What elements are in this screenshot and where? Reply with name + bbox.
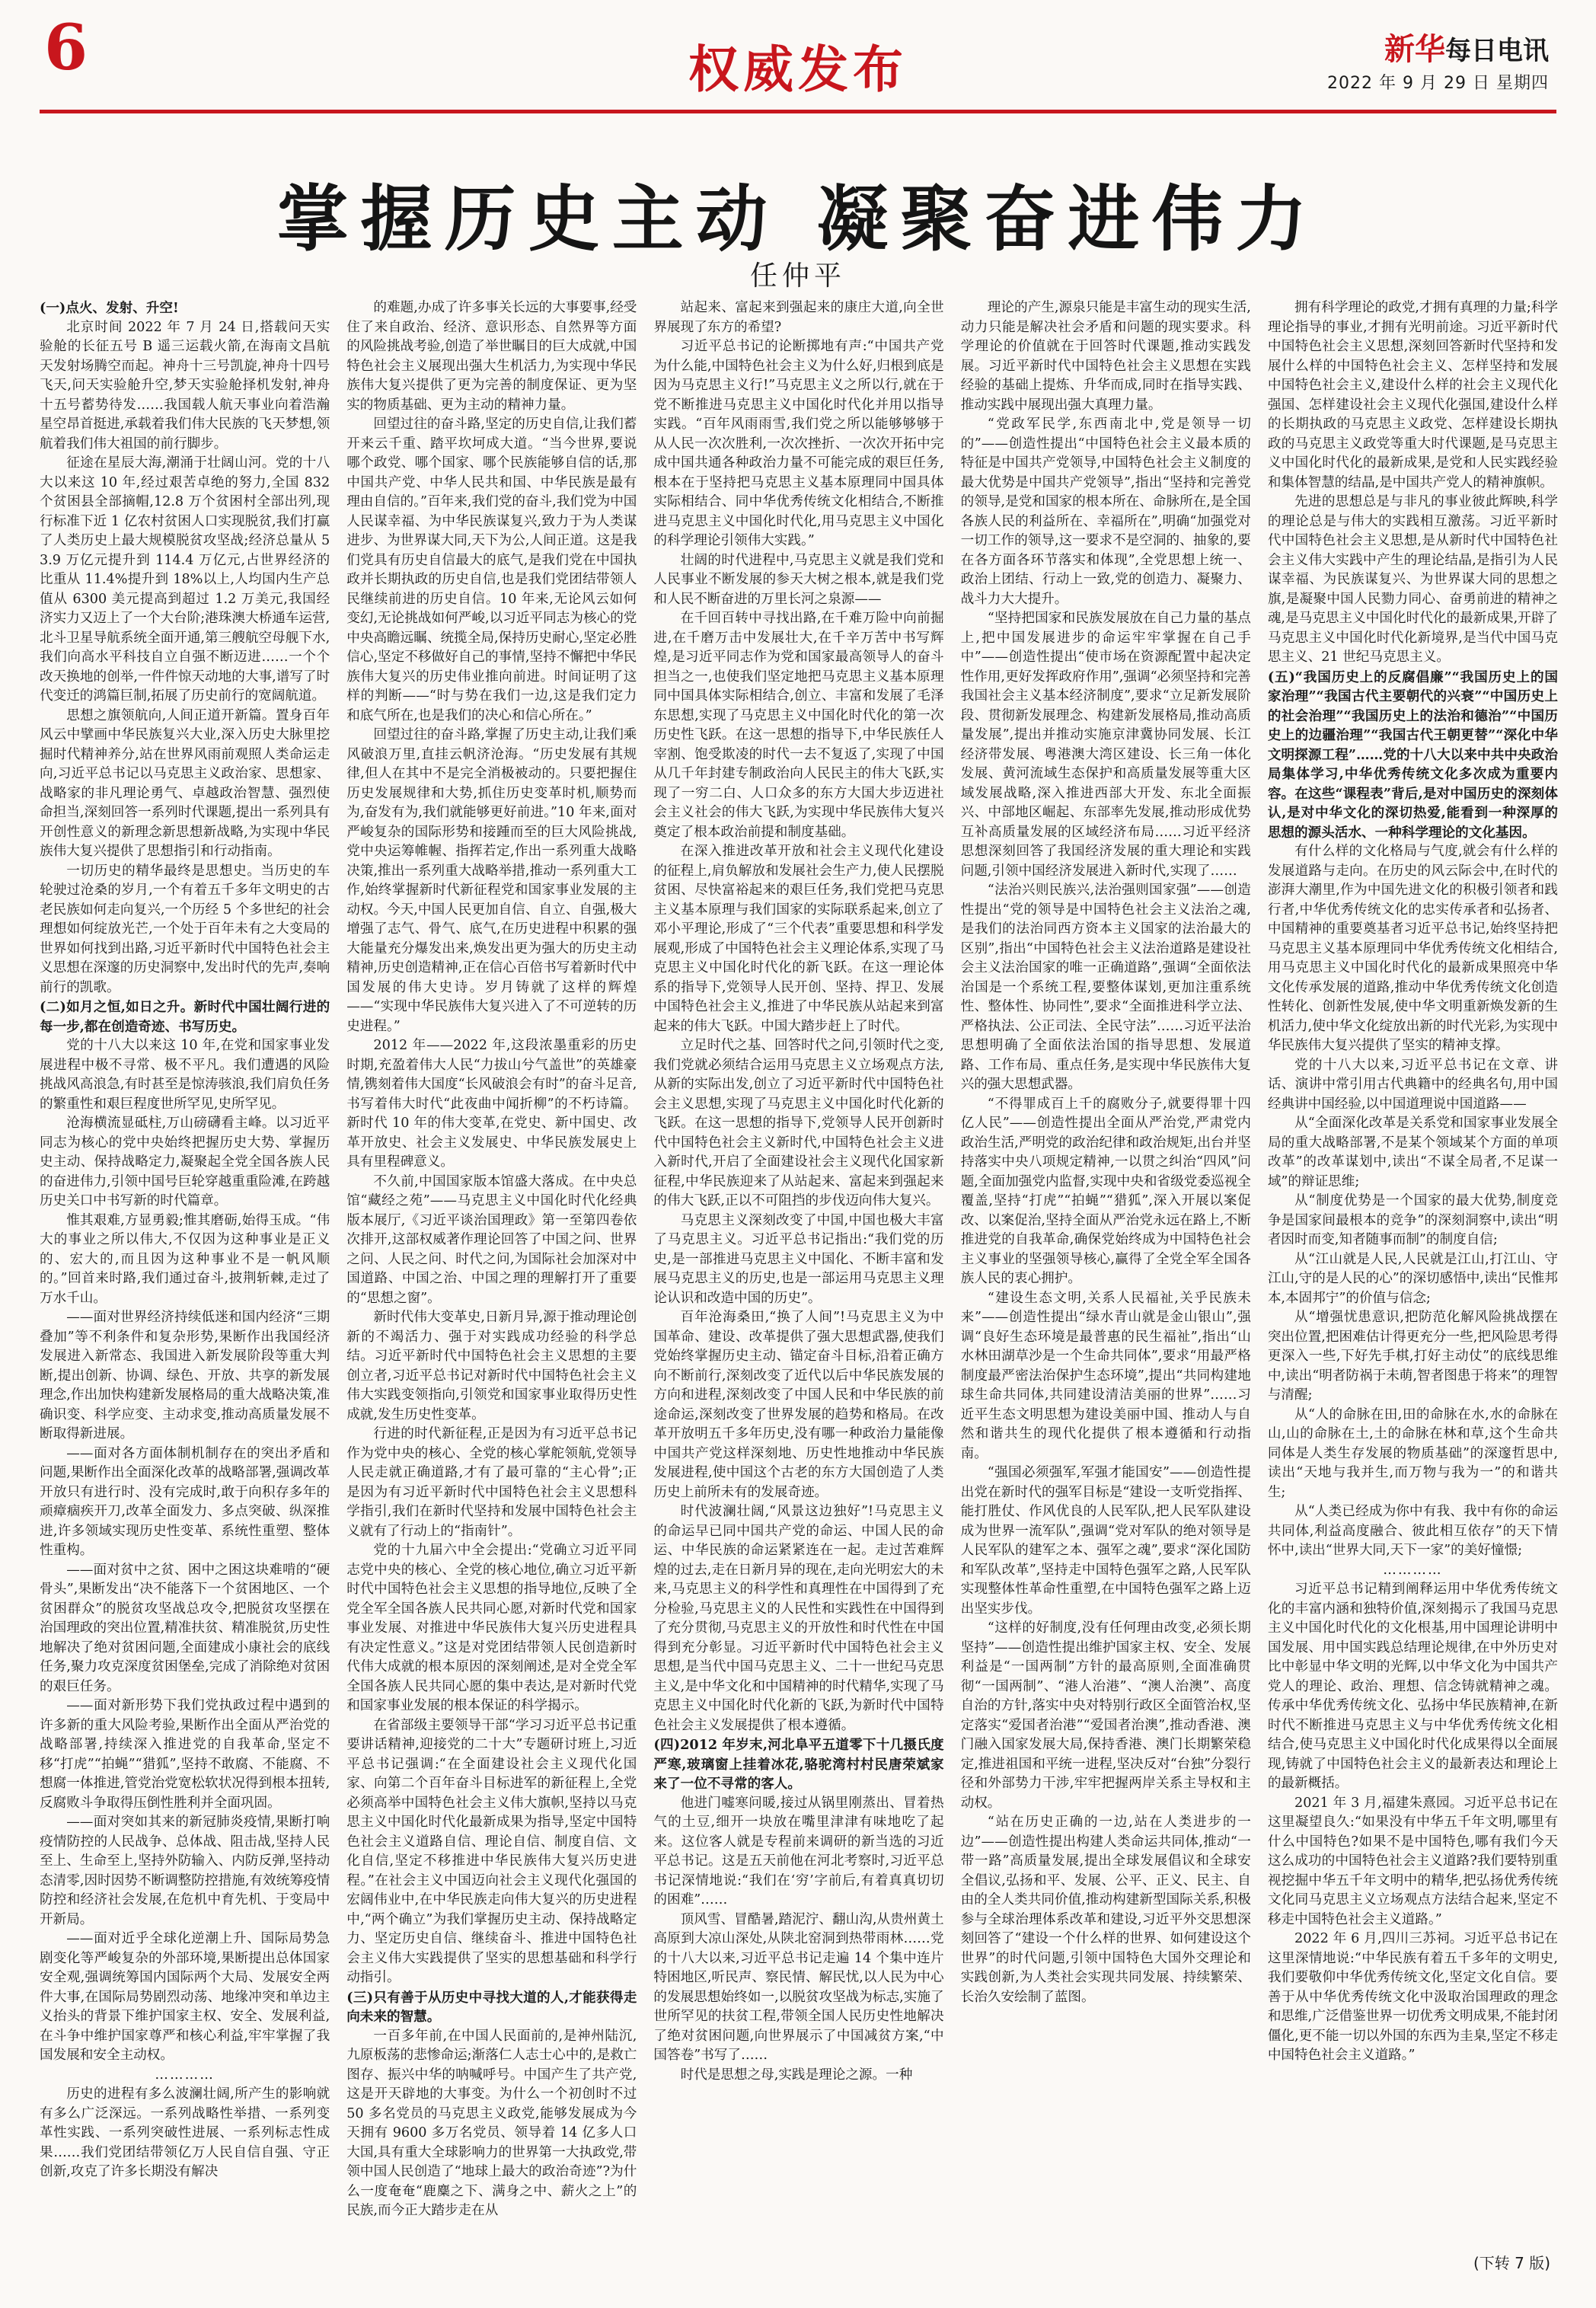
paragraph: 百年沧海桑田,“换了人间”!马克思主义为中国革命、建设、改革提供了强大思想武器,使我们党始终掌握历史主动、锚定奋斗目标,沿着正确方向不断前行,深刻改变了近代以后中华民族发展的方向和进程,深刻改变了中国人民和中华民族的前途命运,深刻改变了世界发展的趋势和格局。在改革开放明五千多年历史,没有哪一种政治力量能像中国共产党这样深刻地、历史性地推动中华民族发展进程,使中国这个古老的东方大国创造了人类历史上前所未有的发展奇迹。 <box>653 1310 944 1500</box>
article-byline: 任仲平 <box>749 260 846 292</box>
paragraph: 先进的思想总是与非凡的事业彼此辉映,科学的理论总是与伟大的实践相互激荡。习近平新时代中国特色社会主义思想,是从新时代中国特色社会主义伟大实践中产生的理论结晶,是指引为人民谋幸福、为民族谋复兴、为世界谋大同的思想之旗,是凝聚中国人民勠力同心、奋勇前进的精神之魂,是马克思主义中国化时代化的最新成果,开辟了马克思主义中国化时代化新境界,是当代中国马克思主义、21 世纪马克思主义。 <box>1267 494 1559 665</box>
paragraph: (二)如月之恒,如日之升。新时代中国壮阔行进的每一步,都在创造奇迹、书写历史。 <box>40 999 330 1035</box>
article-column-1 <box>40 298 330 2244</box>
paragraph: 顶风雪、冒酷暑,踏泥泞、翻山沟,从贵州黄土高原到大凉山深处,从陕北窑洞到热带雨林……党的十八大以来,习近平总书记走遍 14 个集中连片特困地区,听民声、察民情、解民忧,以人民为中心的发展思想始终如一,以脱贫攻坚战为标志,实施了世所罕见的扶贫工程,带领全国人民历史性地解决了绝对贫困问题,向世界展示了中国减贫方案,“中国答卷”书写了…… <box>653 1911 944 2063</box>
header-rule <box>40 110 1556 113</box>
continued-note: (下转 7 版) <box>1473 2254 1550 2272</box>
brand-name: 新华 <box>1384 32 1445 67</box>
paragraph: (三)只有善于从历史中寻找大道的人,才能获得走向未来的智慧。 <box>346 1989 637 2025</box>
issue-date: 2022 年 9 月 29 日 星期四 <box>1327 74 1549 93</box>
paragraph: “法治兴则民族兴,法治强则国家强”——创造性提出“党的领导是中国特色社会主义法治之魂,是我们的法治同西方资本主义国家的法治最大的区别”,指出“中国特色社会主义法治道路是建设社会主义法治国家的唯一正确道路”,强调“全面依法治国是一个系统工程,要整体谋划,更加注重系统性、整体性、协同性”,要求“全面推进科学立法、严格执法、公正司法、全民守法”……习近平法治思想明确了全面依法治国的指导思想、发展道路、工作布局、重点任务,是实现中华民族伟大复兴的强大思想武器。 <box>960 883 1251 1092</box>
paragraph: 立足时代之基、回答时代之问,引领时代之变,我们党就必须结合运用马克思主义立场观点方法,从新的实际出发,创立了习近平新时代中国特色社会主义思想,实现了马克思主义中国化时代化新的飞跃。在这一思想的指导下,党领导人民开创新时代中国特色社会主义新时代,中国特色社会主义进入新时代,开启了全面建设社会主义现代化国家新征程,中华民族迎来了从站起来、富起来到强起来的伟大飞跃,正以不可阻挡的步伐迈向伟大复兴。 <box>653 1038 944 1208</box>
brand-suffix: 每日电讯 <box>1445 36 1549 66</box>
paragraph: 新时代伟大变革史,日新月异,源于推动理论创新的不竭活力、强于对实践成功经验的科学总结。习近平新时代中国特色社会主义思想的主要创立者,习近平总书记对新时代中国特色社会主义伟大实践变领指向,引领党和国家事业取得历史性成就,发生历史性变革。 <box>346 1310 637 1422</box>
paragraph: ………… <box>1383 1562 1443 1578</box>
paragraph: “建设生态文明,关系人民福祉,关乎民族未来”——创造性提出“绿水青山就是金山银山”,强调“良好生态环境是最普惠的民生福祉”,指出“山水林田湖草沙是一个生命共同体”,要求“用最严格制度最严密法治保护生态环境”,提出“共同构建地球生命共同体,共同建设清洁美丽的世界”……习近平生态文明思想为建设美丽中国、推动人与自然和谐共生的现代化提供了根本遵循和行动指南。 <box>960 1290 1251 1461</box>
paragraph: 北京时间 2022 年 7 月 24 日,搭载问天实验舱的长征五号 B 遥三运载火箭,在海南文昌航天发射场腾空而起。神舟十三号凯旋,神舟十四号飞天,问天实验舱升空,梦天实验舱择机发射,神舟十五号蓄势待发……我国载人航天事业向着浩瀚星空昂首挺进,承载着我们伟大民族的飞天梦想,领航着我们伟大祖国的前行脚步。 <box>40 319 330 452</box>
paragraph: (四)2012 年岁末,河北阜平五道零下十几摄氏度严寒,玻璃窗上挂着冰花,骆驼湾村村民唐荣斌家来了一位不寻常的客人。 <box>653 1737 944 1792</box>
paragraph: (五)“我国历史上的反腐倡廉”“我国历史上的国家治理”“我国古代主要朝代的兴衰”“中国历史上的社会治理”“我国历史上的法治和德治”“中国历史上的边疆治理”“我国古代王朝更替”“深化中华文明探源工程”……党的十八大以来中共中央政治局集体学习,中华优秀传统文化多次成为重要内容。在这些“课程表”背后,是对中国历史的深刻体认,是对中华文化的深切热爱,能看到一种深厚的思想的源头活水、一种科学理论的文化基因。 <box>1267 669 1559 841</box>
paragraph: 党的十九届六中全会提出:“党确立习近平同志党中央的核心、全党的核心地位,确立习近平新时代中国特色社会主义思想的指导地位,反映了全党全军全国各族人民共同心愿,对新时代党和国家事业发展、对推进中华民族伟大复兴历史进程具有决定性意义。”这是对党团结带领人民创造新时代伟大成就的根本原因的深刻阐述,是对全党全军全国各族人民共同心愿的集中表达,是对新时代党和国家事业发展的根本保证的科学揭示。 <box>346 1543 637 1713</box>
paragraph: 马克思主义深刻改变了中国,中国也极大丰富了马克思主义。习近平总书记指出:“我们党的历史,是一部推进马克思主义中国化、不断丰富和发展马克思主义的历史,也是一部运用马克思主义理论认识和改造中国的历史”。 <box>653 1212 944 1306</box>
paragraph: 在省部级主要领导干部“学习习近平总书记重要讲话精神,迎接党的二十大”专题研讨班上,习近平总书记强调:“在全面建设社会主义现代化国家、向第二个百年奋斗目标进军的新征程上,全党必须高举中国特色社会主义伟大旗帜,坚持以马克思主义中国化时代化最新成果为指导,坚定中国特色社会主义道路自信、理论自信、制度自信、文化自信,坚定不移推进中华民族伟大复兴历史进程。”在社会主义中国迈向社会主义现代化强国的宏阔伟业中,在中华民族走向伟大复兴的历史进程中,“两个确立”为我们掌握历史主动、保持战略定力、坚定历史自信、继续奋斗、推进中国特色社会主义伟大实践提供了坚实的思想基础和科学行动指引。 <box>346 1717 637 1985</box>
paragraph: 征途在星辰大海,潮涌于壮阔山河。党的十八大以来这 10 年,经过艰苦卓绝的努力,全国 832 个贫困县全部摘帽,12.8 万个贫困村全部出列,现行标准下近 1 亿农村贫困人口实现脱贫,我们打赢了人类历史上最大规模脱贫攻坚战;经济总量从 53.9 万亿元提升到 114.4 万亿元,占世界经济的比重从 11.4%提升到 18%以上,人均国内生产总值从 6300 美元提高到超过 1.2 万美元,我国经济实力又迈上了一个大台阶;港珠澳大桥通车运营,北斗卫星导航系统全面开通,第三艘航空母舰下水,我们向高水平科技自立自强不断迈进……一个个改天换地的创举,一件件惊天动地的大事,谱写了时代变迁的鸿篇巨制,拓展了历史前行的宽阔航道。 <box>40 455 330 704</box>
paragraph: “不得罪成百上千的腐败分子,就要得罪十四亿人民”——创造性提出全面从严治党,严肃党内政治生活,严明党的政治纪律和政治规矩,出台并坚持落实中央八项规定精神,一以贯之纠治“四风”问题,全面加强党内监督,实现中央和省级党委巡视全覆盖,坚持“打虎”“拍蝇”“猎狐”,深入开展以案促改、以案促治,坚持全面从严治党永远在路上,不断推进党的自我革命,确保党始终成为中国特色社会主义事业的坚强领导核心,赢得了全党全军全国各族人民的衷心拥护。 <box>960 1096 1251 1286</box>
paragraph: 不久前,中国国家版本馆盛大落成。在中央总馆“藏经之苑”——马克思主义中国化时代化经典版本展厅,《习近平谈治国理政》第一至第四卷依次排开,这部权威著作理论回答了中国之问、世界之问、人民之问、时代之问,为国际社会加深对中国道路、中国之治、中国之理的理解打开了重要的“思想之窗”。 <box>346 1173 637 1306</box>
paragraph: “坚持把国家和民族发展放在自己力量的基点上,把中国发展进步的命运牢牢掌握在自己手中”——创造性提出“使市场在资源配置中起决定性作用,更好发挥政府作用”,强调“必须坚持和完善我国社会主义基本经济制度”,要求“立足新发展阶段、贯彻新发展理念、构建新发展格局,推动高质量发展”,提出并推动实施京津冀协同发展、长江经济带发展、粤港澳大湾区建设、长三角一体化发展、黄河流域生态保护和高质量发展等重大区域发展战略,深入推进西部大开发、东北全面振兴、中部地区崛起、东部率先发展,推动形成优势互补高质量发展的区域经济布局……习近平经济思想深刻回答了我国经济发展的重大理论和实践问题,引领中国经济发展进入新时代,实现了…… <box>960 611 1251 879</box>
paragraph: 一切历史的精华最终是思想史。当历史的车轮驶过沧桑的岁月,一个有着五千多年文明史的古老民族如何走向复兴,一个历经 5 个多世纪的社会理想如何绽放光芒,一个处于百年未有之大变局的世界如何找到出路,习近平新时代中国特色社会主义思想在深邃的历史洞察中,发出时代的先声,奏响前行的凯歌。 <box>40 863 330 995</box>
article-column-4 <box>961 298 1251 2244</box>
paragraph: ——面对新形势下我们党执政过程中遇到的许多新的重大风险考验,果断作出全面从严治党的战略部署,持续深入推进党的自我革命,坚定不移“打虎”“拍蝇”“猎狐”,坚持不敢腐、不能腐、不想腐一体推进,管党治党宽松软状况得到根本扭转,反腐败斗争取得压倒性胜利并全面巩固。 <box>40 1698 330 1811</box>
article-column-5 <box>1268 298 1558 2244</box>
paragraph: “党政军民学,东西南北中,党是领导一切的”——创造性提出“中国特色社会主义最本质的特征是中国共产党领导,中国特色社会主义制度的最大优势是中国共产党领导”,指出“坚持和完善党的领导,是党和国家的根本所在、命脉所在,是全国各族人民的利益所在、幸福所在”,明确“加强党对一切工作的领导,这一要求不是空洞的、抽象的,要在各方面各环节落实和体现”,全党思想上统一、政治上团结、行动上一致,党的创造力、凝聚力、战斗力大大提升。 <box>960 417 1251 607</box>
paragraph: 在千回百转中寻找出路,在千难万险中向前掘进,在千磨万击中发展壮大,在千辛万苦中书写辉煌,是习近平同志作为党和国家最高领导人的奋斗担当之一,也使我们坚定地把马克思主义基本原理同中国具体实际相结合,创立、丰富和发展了毛泽东思想,实现了马克思主义中国化时代化的第一次历史性飞跃。在这一思想的指导下,中华民族任人宰割、饱受欺凌的时代一去不复返了,实现了中国从几千年封建专制政治向人民民主的伟大飞跃,实现了一穷二白、人口众多的东方大国大步迈进社会主义社会的伟大飞跃,为实现中华民族伟大复兴奠定了根本政治前提和制度基础。 <box>653 611 944 840</box>
paragraph: 2022 年 6 月,四川三苏祠。习近平总书记在这里深情地说:“中华民族有着五千多年的文明史,我们要敬仰中华优秀传统文化,坚定文化自信。要善于从中华优秀传统文化中汲取治国理政的理念和思维,广泛借鉴世界一切优秀文明成果,不能封闭僵化,更不能一切以外国的东西为圭臬,坚定不移走中国特色社会主义道路。” <box>1267 1931 1559 2063</box>
paragraph: 一百多年前,在中国人民面前的,是神州陆沉,九原板荡的悲惨命运;渐落仁人志士心中的,是救亡图存、振兴中华的呐喊呼号。中国产生了共产党,这是开天辟地的大事变。为什么一个初创时不过 50 多名党员的马克思主义政党,能够发展成为今天拥有 9600 多万名党员、领导着 14 亿多人口大国,具有重大全球影响力的世界第一大执政党,带领中国人民创造了“地球上最大的政治奇迹”?为什么一度奄奄“鹿麋之下、满身之中、薪火之上”的民族,而今正大踏步走在从 <box>346 2028 637 2218</box>
paragraph: 在深入推进改革开放和社会主义现代化建设的征程上,肩负解放和发展社会生产力,使人民摆脱贫困、尽快富裕起来的艰巨任务,我们党把马克思主义基本原理与我们国家的实际联系起来,创立了邓小平理论,形成了“三个代表”重要思想和科学发展观,形成了中国特色社会主义理论体系,实现了马克思主义中国化时代化的新飞跃。在这一理论体系的指导下,党领导人民开创、坚持、捍卫、发展中国特色社会主义,推进了中华民族从站起来到富起来的伟大飞跃。中国大踏步赶上了时代。 <box>653 844 944 1034</box>
brand-logo <box>1327 34 1549 65</box>
paragraph: “站在历史正确的一边,站在人类进步的一边”——创造性提出构建人类命运共同体,推动“一带一路”高质量发展,提出全球发展倡议和全球安全倡议,弘扬和平、发展、公平、正义、民主、自由的全人类共同价值,推动构建新型国际关系,积极参与全球治理体系改革和建设,习近平外交思想深刻回答了“建设一个什么样的世界、如何建设这个世界”的时代问题,引领中国特色大国外交理论和实践创新,为人类社会实现共同发展、持续繁荣、长治久安绘制了蓝图。 <box>960 1815 1251 2005</box>
article-column-2 <box>346 298 637 2244</box>
page-number: 6 <box>44 11 88 85</box>
paragraph: (一)点火、发射、升空! <box>40 300 179 316</box>
paragraph: 从“人类已经成为你中有我、我中有你的命运共同体,利益高度融合、彼此相互依存”的天下情怀中,读出“世界大同,天下一家”的美好憧憬; <box>1267 1504 1559 1558</box>
paragraph: 习近平总书记的论断掷地有声:“中国共产党为什么能,中国特色社会主义为什么好,归根到底是因为马克思主义行!”马克思主义之所以行,就在于党不断推进马克思主义中国化时代化并用以指导实践。“百年风雨雨雪,我们党之所以能够够够于从人民一次次胜利,一次次挫折、一次次开拓中完成中国共通各种政治力量不可能完成的艰巨任务,根本在于坚持把马克思主义基本原理同中国具体实际相结合、同中华优秀传统文化相结合,不断推进马克思主义中国化时代化,用马克思主义中国化的科学理论引领伟大实践。” <box>653 339 944 548</box>
paragraph: 从“制度优势是一个国家的最大优势,制度竞争是国家间最根本的竞争”的深刻洞察中,读出“明者因时而变,知者随事而制”的制度自信; <box>1267 1193 1559 1247</box>
article-column-3 <box>653 298 943 2244</box>
section-title: 权威发布 <box>688 40 908 99</box>
paragraph: 从“江山就是人民,人民就是江山,打江山、守江山,守的是人民的心”的深切感悟中,读出“民惟邦本,本固邦宁”的价值与信念; <box>1267 1251 1559 1306</box>
paragraph: 有什么样的文化格局与气度,就会有什么样的发展道路与走向。在历史的风云际会中,在时代的澎湃大潮里,作为中国先进文化的积极引领者和践行者,中华优秀传统文化的忠实传承者和弘扬者、中国精神的重要奠基者习近平总书记,始终坚持把马克思主义基本原理同中华优秀传统文化相结合,用马克思主义中国化时代化的最新成果照亮中华文化传承发展的道路,推动中华优秀传统文化创造性转化、创新性发展,使中华文明重新焕发新的生机活力,使中华文化绽放出新的时代光彩,为实现中华民族伟大复兴提供了坚实的精神支撑。 <box>1267 844 1559 1053</box>
paragraph: 拥有科学理论的政党,才拥有真理的力量;科学理论指导的事业,才拥有光明前途。习近平新时代中国特色社会主义思想,深刻回答新时代坚持和发展什么样的中国特色社会主义、怎样坚持和发展中国特色社会主义,建设什么样的社会主义现代化强国、怎样建设社会主义现代化强国,建设什么样的长期执政的马克思主义政党、怎样建设长期执政的马克思主义政党等重大时代课题,是马克思主义中国化时代化的最新成果,是党和人民实践经验和集体智慧的结晶,是中国共产党人的精神旗帜。 <box>1267 300 1559 490</box>
paragraph: ………… <box>155 2067 215 2083</box>
paragraph: 壮阔的时代进程中,马克思主义就是我们党和人民事业不断发展的参天大树之根本,就是我们党和人民不断奋进的万里长河之泉源—— <box>653 552 944 607</box>
paragraph: 习近平总书记精到阐释运用中华优秀传统文化的丰富内涵和独特价值,深刻揭示了我国马克思主义中国化时代化的文化根基,用中国理论讲明中国发展、用中国实践总结理论规律,在中外历史对比中彰显中华文明的光辉,以中华文化为中国共产党人的理论、政治、理想、信念铸就精神之魂。传承中华优秀传统文化、弘扬中华民族精神,在新时代不断推进马克思主义与中华优秀传统文化相结合,使马克思主义中国化时代化成果得以全面展现,铸就了中国特色社会主义的最新表达和理论上的最新概括。 <box>1267 1582 1559 1791</box>
paragraph: 从“增强忧患意识,把防范化解风险挑战摆在突出位置,把困难估计得更充分一些,把风险思考得更深入一些,下好先手棋,打好主动仗”的底线思维中,读出“明者防祸于未萌,智者图患于将来”的理智与清醒; <box>1267 1310 1559 1403</box>
article-headline: 掌握历史主动 凝聚奋进伟力 <box>276 177 1320 261</box>
masthead <box>0 0 1596 114</box>
paragraph: 时代波澜壮阔,“风景这边独好”!马克思主义的命运早已同中国共产党的命运、中国人民的命运、中华民族的命运紧紧连在一起。走过苦难辉煌的过去,走在日新月异的现在,走向光明宏大的未来,马克思主义的科学性和真理性在中国得到了充分检验,马克思主义的人民性和实践性在中国得到了充分贯彻,马克思主义的开放性和时代性在中国得到充分彰显。习近平新时代中国特色社会主义思想,是当代中国马克思主义、二十一世纪马克思主义,是中华文化和中国精神的时代精华,实现了马克思主义中国化时代化新的飞跃,为新时代中国特色社会主义发展提供了根本遵循。 <box>653 1504 944 1733</box>
paragraph: “这样的好制度,没有任何理由改变,必须长期坚持”——创造性提出维护国家主权、安全、发展利益是“一国两制”方针的最高原则,全面准确贯彻“一国两制”、“港人治港”、“澳人治澳”、高度自治的方针,落实中央对特别行政区全面管治权,坚定落实“爱国者治港”“爱国者治澳”,推动香港、澳门融入国家发展大局,保持香港、澳门长期繁荣稳定,推进祖国和平统一进程,坚决反对“台独”分裂行径和外部势力干涉,牢牢把握两岸关系主导权和主动权。 <box>960 1620 1251 1811</box>
paragraph: 党的十八大以来这 10 年,在党和国家事业发展进程中极不寻常、极不平凡。我们遭遇的风险挑战风高浪急,有时甚至是惊涛骇浪,我们肩负任务的繁重性和艰巨程度世所罕见,史所罕见。 <box>40 1038 330 1112</box>
paragraph: 时代是思想之母,实践是理论之源。一种 <box>680 2067 913 2083</box>
paragraph: ——面对突如其来的新冠肺炎疫情,果断打响疫情防控的人民战争、总体战、阻击战,坚持人民至上、生命至上,坚持外防输入、内防反弹,坚持动态清零,因时因势不断调整防控措施,有效统筹疫情防控和经济社会发展,在危机中育先机、于变局中开新局。 <box>40 1815 330 1927</box>
paragraph: 从“全面深化改革是关系党和国家事业发展全局的重大战略部署,不是某个领域某个方面的单项改革”的改革谋划中,读出“不谋全局者,不足谋一域”的辩证思维; <box>1267 1116 1559 1189</box>
paragraph: 惟其艰难,方显勇毅;惟其磨砺,始得玉成。“伟大的事业之所以伟大,不仅因为这种事业是正义的、宏大的,而且因为这种事业不是一帆风顺的。”回首来时路,我们通过奋斗,披荆斩棘,走过了万水千山。 <box>40 1212 330 1306</box>
paragraph: 回望过往的奋斗路,掌握了历史主动,让我们乘风破浪万里,直挂云帆济沧海。“历史发展有其规律,但人在其中不是完全消极被动的。只要把握住历史发展规律和大势,抓住历史变革时机,顺势而为,奋发有为,我们就能够更好前进。”10 年来,面对严峻复杂的国际形势和接踵而至的巨大风险挑战,党中央运筹帷幄、指挥若定,作出一系列重大战略决策,推出一系列重大战略举措,推动一系列重大工作,始终掌握新时代新征程党和国家事业发展的主动权。今天,中国人民更加自信、自立、自强,极大增强了志气、骨气、底气,在历史进程中积累的强大能量充分爆发出来,焕发出更为强大的历史主动精神,历史创造精神,正在信心百倍书写着新时代中国发展的伟大史诗。岁月铸就了这样的辉煌——“实现中华民族伟大复兴进入了不可逆转的历史进程。” <box>346 727 637 1034</box>
paragraph: ——面对贫中之贫、困中之困这块难啃的“硬骨头”,果断发出“决不能落下一个贫困地区、一个贫困群众”的脱贫攻坚战总攻令,把脱贫攻坚摆在治国理政的突出位置,精准扶贫、精准脱贫,历史性地解决了绝对贫困问题,全面建成小康社会的底线任务,聚力攻克深度贫困堡垒,完成了消除绝对贫困的艰巨任务。 <box>40 1562 330 1694</box>
paragraph: 理论的产生,源泉只能是丰富生动的现实生活,动力只能是解决社会矛盾和问题的现实要求。科学理论的价值就在于回答时代课题,推动实践发展。习近平新时代中国特色社会主义思想在实践经验的基础上提炼、升华而成,同时在指导实践、推动实践中展现出强大真理力量。 <box>960 300 1251 413</box>
newspaper-brand <box>1327 34 1549 94</box>
paragraph: 思想之旗领航向,人间正道开新篇。置身百年风云中擘画中华民族复兴大业,深入历史大脉里挖掘时代精神养分,站在世界风雨前观照人类命运走向,习近平总书记以马克思主义政治家、思想家、战略家的非凡理论勇气、卓越政治智慧、强烈使命担当,深刻回答一系列时代课题,提出一系列具有开创性意义的新理念新思想新战略,为实现中华民族伟大复兴提供了思想指引和行动指南。 <box>40 707 330 859</box>
article-body <box>40 298 1558 2244</box>
paragraph: 2021 年 3 月,福建朱熹园。习近平总书记在这里凝望良久:“如果没有中华五千年文明,哪里有什么中国特色?如果不是中国特色,哪有我们今天这么成功的中国特色社会主义道路?我们要特别重视挖掘中华五千年文明中的精华,把弘扬优秀传统文化同马克思主义立场观点方法结合起来,坚定不移走中国特色社会主义道路。” <box>1267 1795 1559 1927</box>
paragraph: 2012 年——2022 年,这段浓墨重彩的历史时期,充盈着伟大人民“力拔山兮气盖世”的英雄豪情,镌刻着伟大国度“长风破浪会有时”的奋斗足音,书写着伟大时代“此夜曲中闻折柳”的不朽诗篇。新时代 10 年的伟大变革,在党史、新中国史、改革开放史、社会主义发展史、中华民族发展史上具有里程碑意义。 <box>346 1038 637 1170</box>
paragraph: 行进的时代新征程,正是因为有习近平总书记作为党中央的核心、全党的核心掌舵领航,党领导人民走就正确道路,才有了最可靠的“主心骨”;正是因为有习近平新时代中国特色社会主义思想科学指引,我们在新时代坚持和发展中国特色社会主义就有了行动上的“指南针”。 <box>346 1426 637 1539</box>
paragraph: 回望过往的奋斗路,坚定的历史自信,让我们蓄开来云千重、踏平坎坷成大道。“当今世界,要说哪个政党、哪个国家、哪个民族能够自信的话,那中国共产党、中华人民共和国、中华民族是最有理由自信的。”百年来,我们党的奋斗,我们党为中国人民谋幸福、为中华民族谋复兴,致力于为人类谋进步、为世界谋大同,天下为公,人间正道。这是我们党具有历史自信最大的底气,是我们党在中国执政并长期执政的历史自信,也是我们党团结带领人民继续前进的历史自信。10 年来,无论风云如何变幻,无论挑战如何严峻,以习近平同志为核心的党中央高瞻远瞩、统揽全局,保持历史耐心,坚定必胜信心,坚定不移做好自己的事情,坚持不懈把中华民族伟大复兴的历史伟业推向前进。时间证明了这样的判断——“时与势在我们一边,这是我们定力和底气所在,也是我们的决心和信心所在。” <box>346 417 637 723</box>
paragraph: ——面对各方面体制机制存在的突出矛盾和问题,果断作出全面深化改革的战略部署,强调改革开放只有进行时、没有完成时,敢于向积存多年的顽瘴痼疾开刀,改革全面发力、多点突破、纵深推进,许多领域实现历史性变革、系统性重塑、整体性重构。 <box>40 1445 330 1558</box>
paragraph: 沧海横流显砥柱,万山磅礴看主峰。以习近平同志为核心的党中央始终把握历史大势、掌握历史主动、保持战略定力,凝聚起全党全国各族人民的奋进伟力,引领中国号巨轮穿越重重险滩,在跨越历史关口中书写新的时代篇章。 <box>40 1116 330 1208</box>
paragraph: 从“人的命脉在田,田的命脉在水,水的命脉在山,山的命脉在土,土的命脉在林和草,这个生命共同体是人类生存发展的物质基础”的深邃哲思中,读出“天地与我并生,而万物与我为一”的和谐共生; <box>1267 1406 1559 1500</box>
paragraph: 站起来、富起来到强起来的康庄大道,向全世界展现了东方的希望? <box>653 300 944 335</box>
paragraph: 的难题,办成了许多事关长远的大事要事,经受住了来自政治、经济、意识形态、自然界等方面的风险挑战考验,创造了举世瞩目的巨大成就,中国特色社会主义展现出强大生机活力,为实现中华民族伟大复兴提供了更为完善的制度保证、更为坚实的物质基础、更为主动的精神力量。 <box>346 300 637 413</box>
paragraph: 历史的进程有多么波澜壮阔,所产生的影响就有多么广泛深远。一系列战略性举措、一系列变革性实践、一系列突破性进展、一系列标志性成果……我们党团结带领亿万人民自信自强、守正创新,攻克了许多长期没有解决 <box>40 2086 330 2179</box>
paragraph: “强国必须强军,军强才能国安”——创造性提出党在新时代的强军目标是“建设一支听党指挥、能打胜仗、作风优良的人民军队,把人民军队建设成为世界一流军队”,强调“党对军队的绝对领导是人民军队的建军之本、强军之魂”,要求“深化国防和军队改革”,坚持走中国特色强军之路,人民军队实现整体性革命性重塑,在中国特色强军之路上迈出坚实步伐。 <box>960 1465 1251 1617</box>
paragraph: 他进门嘘寒问暖,接过从锅里刚蒸出、冒着热气的土豆,细开一块放在嘴里津津有味地吃了起来。这位客人就是专程前来调研的新当选的习近平总书记。这是五天前他在河北考察时,习近平总书记深情地说:“我们在‘穷’字前后,有着真真切切的困难”…… <box>653 1795 944 1907</box>
paragraph: ——面对世界经济持续低迷和国内经济“三期叠加”等不利条件和复杂形势,果断作出我国经济发展进入新常态、我国进入新发展阶段等重大判断,提出创新、协调、绿色、开放、共享的新发展理念,作出加快构建新发展格局的重大战略决策,准确识变、科学应变、主动求变,推动高质量发展不断取得新进展。 <box>40 1310 330 1441</box>
paragraph: 党的十八大以来,习近平总书记在文章、讲话、演讲中常引用古代典籍中的经典名句,用中国经典讲中国经验,以中国道理说中国道路—— <box>1267 1057 1559 1112</box>
paragraph: ——面对近乎全球化逆潮上升、国际局势急剧变化等严峻复杂的外部环境,果断提出总体国家安全观,强调统筹国内国际两个大局、发展安全两件大事,在国际局势剧烈动荡、地缘冲突和单边主义抬头的背景下维护国家主权、安全、发展利益,在斗争中维护国家尊严和核心利益,牢牢掌握了我国发展和安全主动权。 <box>40 1931 330 2063</box>
